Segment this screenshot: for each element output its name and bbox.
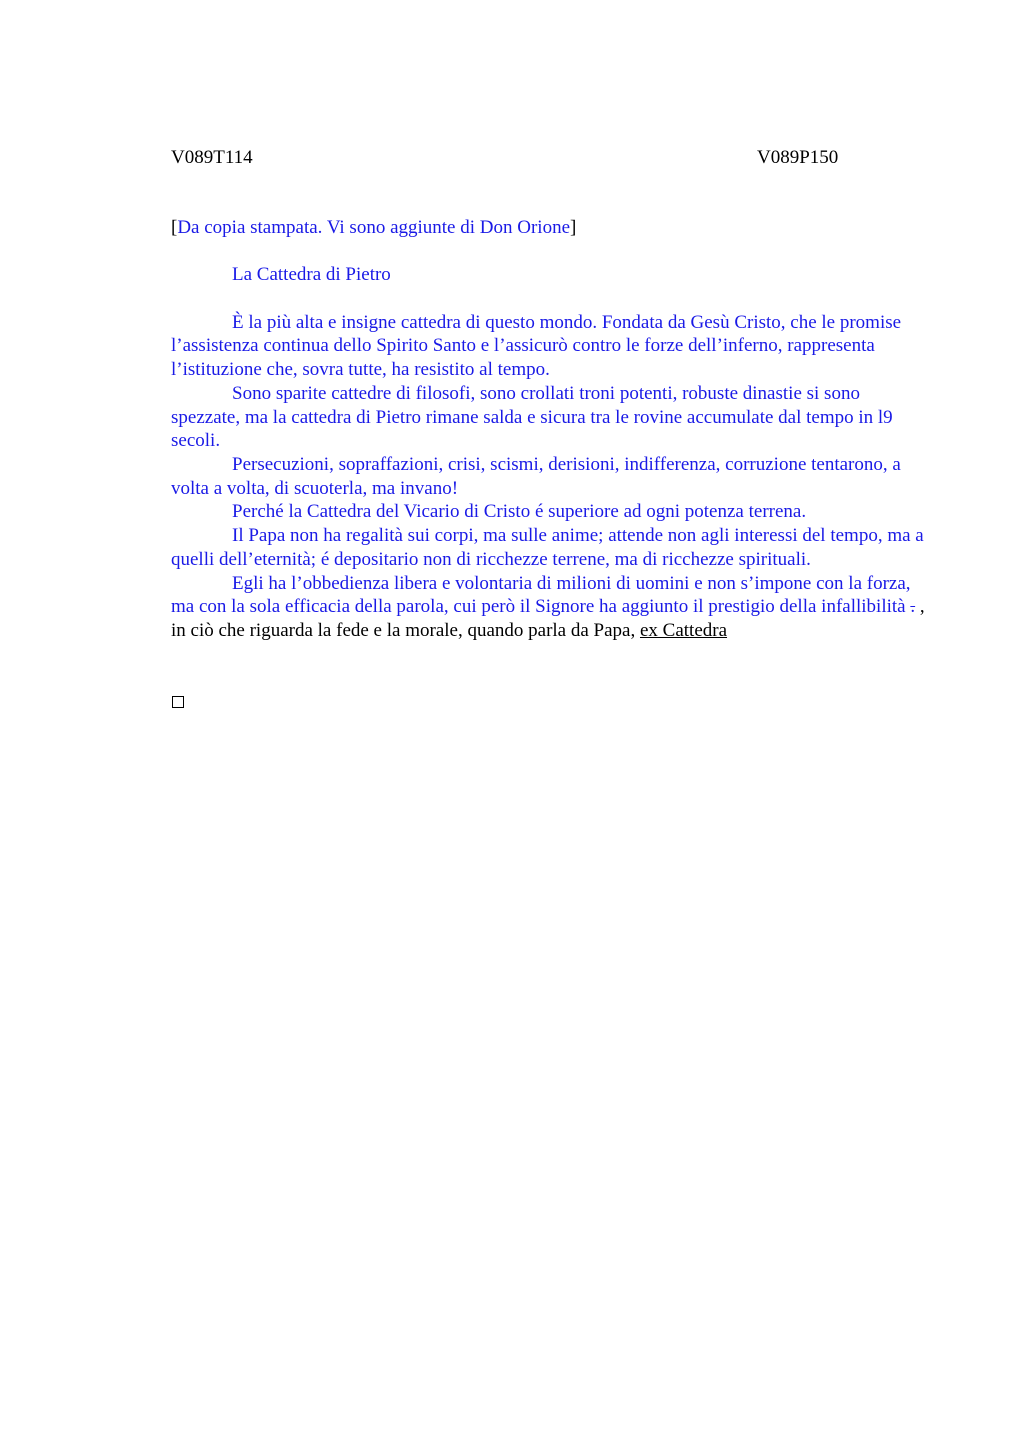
header-right-code: V089P150 — [757, 147, 839, 168]
document-title: La Cattedra di Pietro — [232, 264, 391, 286]
last-paragraph-black-text: , in ciò che riguarda la fede e la morale, quando parla da Papa, — [171, 596, 925, 641]
note-close-bracket: ] — [570, 217, 577, 238]
note-text: Da copia stampata. Vi sono aggiunte di Don Orione — [177, 217, 571, 238]
note-open-bracket: [ — [171, 217, 178, 238]
paragraph: Sono sparite cattedre di filosofi, sono crollati troni potenti, robuste dinastie si sono spezzate, ma la cattedra di Pietro rimane salda e sicura tra le rovine accumulate dal tempo in l9 secoli. — [171, 382, 893, 452]
paragraph: Il Papa non ha regalità sui corpi, ma sulle anime; attende non agli interessi del tempo, ma a quelli dell’eternità; é depositario non di ricchezze terrene, ma di ricchezze spirituali. — [171, 525, 924, 570]
paragraph: Persecuzioni, sopraffazioni, crisi, scismi, derisioni, indifferenza, corruzione tentarono, a volta a volta, di scuoterla, ma invano! — [171, 454, 901, 499]
source-note — [171, 216, 931, 240]
last-paragraph-blue-text: Egli ha l’obbedienza libera e volontaria di milioni di uomini e non s’impone con la forza, ma con la sola efficacia della parola, cui però il Signore ha aggiunto il prestigio della infallibilità — [171, 572, 911, 618]
checkbox-square-icon — [172, 696, 184, 708]
last-paragraph — [171, 572, 931, 643]
paragraph: Perché la Cattedra del Vicario di Cristo é superiore ad ogni potenza terrena. — [232, 501, 807, 523]
document-body — [171, 216, 931, 643]
paragraph: È la più alta e insigne cattedra di questo mondo. Fondata da Gesù Cristo, che le promise l’assistenza continua dello Spirito Santo e l’assicurò contro le forze dell’inferno, rappresenta l’istituzione che, sovra tutte, ha resistito al tempo. — [171, 311, 902, 381]
underlined-ex-cattedra: ex Cattedra — [639, 619, 728, 641]
header-left-code: V089T114 — [171, 147, 253, 168]
struck-punctuation: . — [910, 596, 916, 618]
